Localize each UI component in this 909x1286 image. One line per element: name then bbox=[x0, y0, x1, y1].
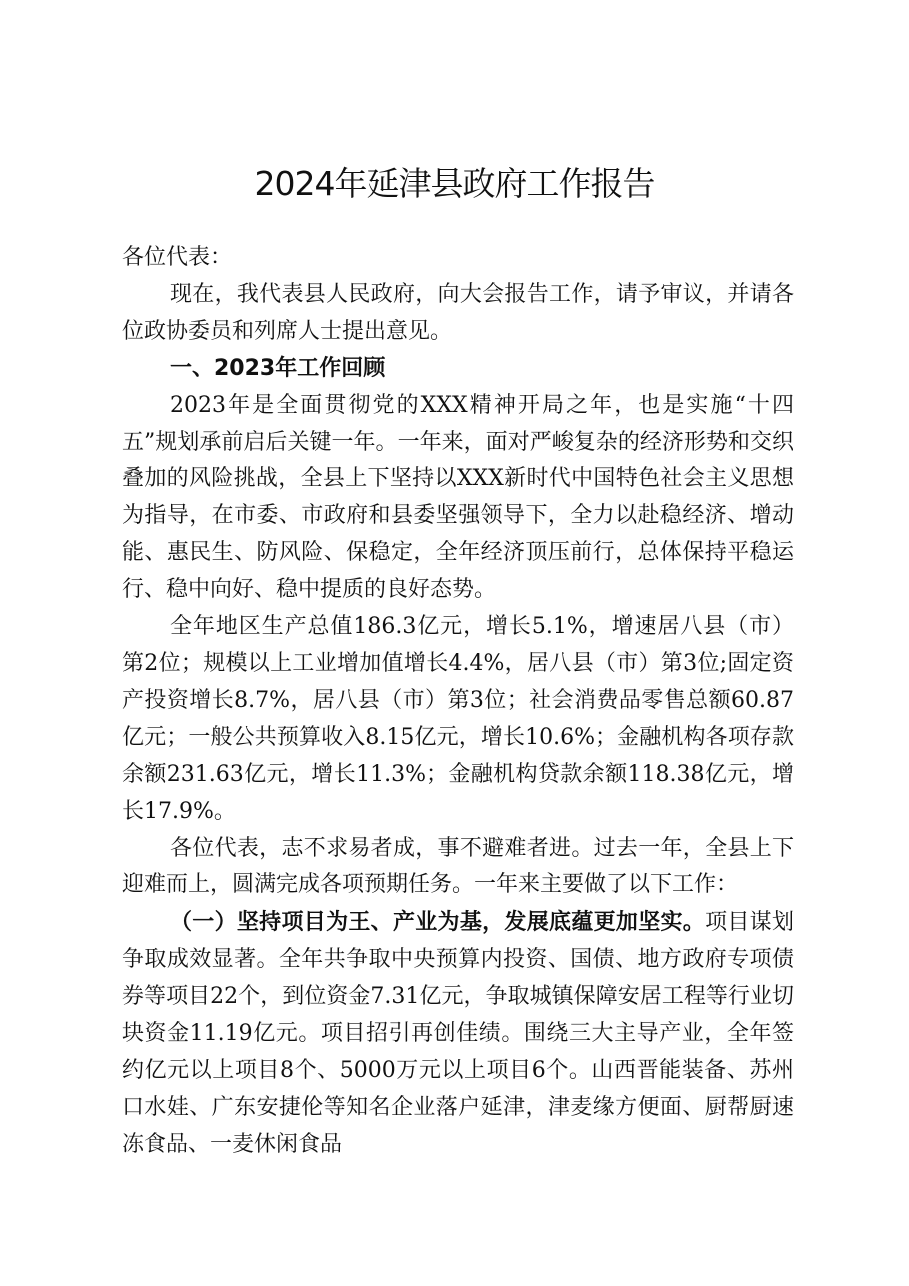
document-title: 2024年延津县政府工作报告 bbox=[254, 164, 655, 203]
summary-paragraph: 各位代表，志不求易者成，事不避难者进。过去一年，全县上下迎难而上，圆满完成各项预期任务。一年来主要做了以下工作： bbox=[122, 835, 794, 898]
document-body bbox=[122, 240, 794, 1164]
intro-paragraph: 现在，我代表县人民政府，向大会报告工作，请予审议，并请各位政协委员和列席人士提出意见。 bbox=[122, 281, 794, 344]
salutation: 各位代表： bbox=[122, 245, 233, 270]
subsection-body: 项目谋划争取成效显著。全年共争取中央预算内投资、国债、地方政府专项债券等项目22个，到位资金7.31亿元，争取城镇保障安居工程等行业切块资金11.19亿元。项目招引再创佳绩。围绕三大主导产业，全年签约亿元以上项目8个、5000万元以上项目6个。山西晋能装备、苏州口水娃、广东安捷伦等知名企业落户延津，津麦缘方便面、厨帮厨速冻食品、一麦休闲食品 bbox=[122, 910, 794, 1157]
subsection-paragraph-projects bbox=[122, 904, 794, 1163]
section-heading-review: 一、2023年工作回顾 bbox=[170, 355, 386, 381]
statistics-paragraph: 全年地区生产总值186.3亿元，增长5.1%，增速居八县（市）第2位；规模以上工业增加值增长4.4%，居八县（市）第3位;固定资产投资增长8.7%，居八县（市）第3位；社会消费品零售总额60.87亿元；一般公共预算收入8.15亿元，增长10.6%；金融机构各项存款余额231.63亿元，增长11.3%；金融机构贷款余额118.38亿元，增长17.9%。 bbox=[122, 614, 794, 824]
review-paragraph: 2023年是全面贯彻党的XXX精神开局之年，也是实施“十四五”规划承前启后关键一年。一年来，面对严峻复杂的经济形势和交织叠加的风险挑战，全县上下坚持以XXX新时代中国特色社会主义思想为指导，在市委、市政府和县委坚强领导下，全力以赴稳经济、增动能、惠民生、防风险、保稳定，全年经济顶压前行，总体保持平稳运行、稳中向好、稳中提质的良好态势。 bbox=[122, 392, 794, 603]
subsection-heading: （一）坚持项目为王、产业为基，发展底蕴更加坚实。 bbox=[170, 909, 706, 936]
